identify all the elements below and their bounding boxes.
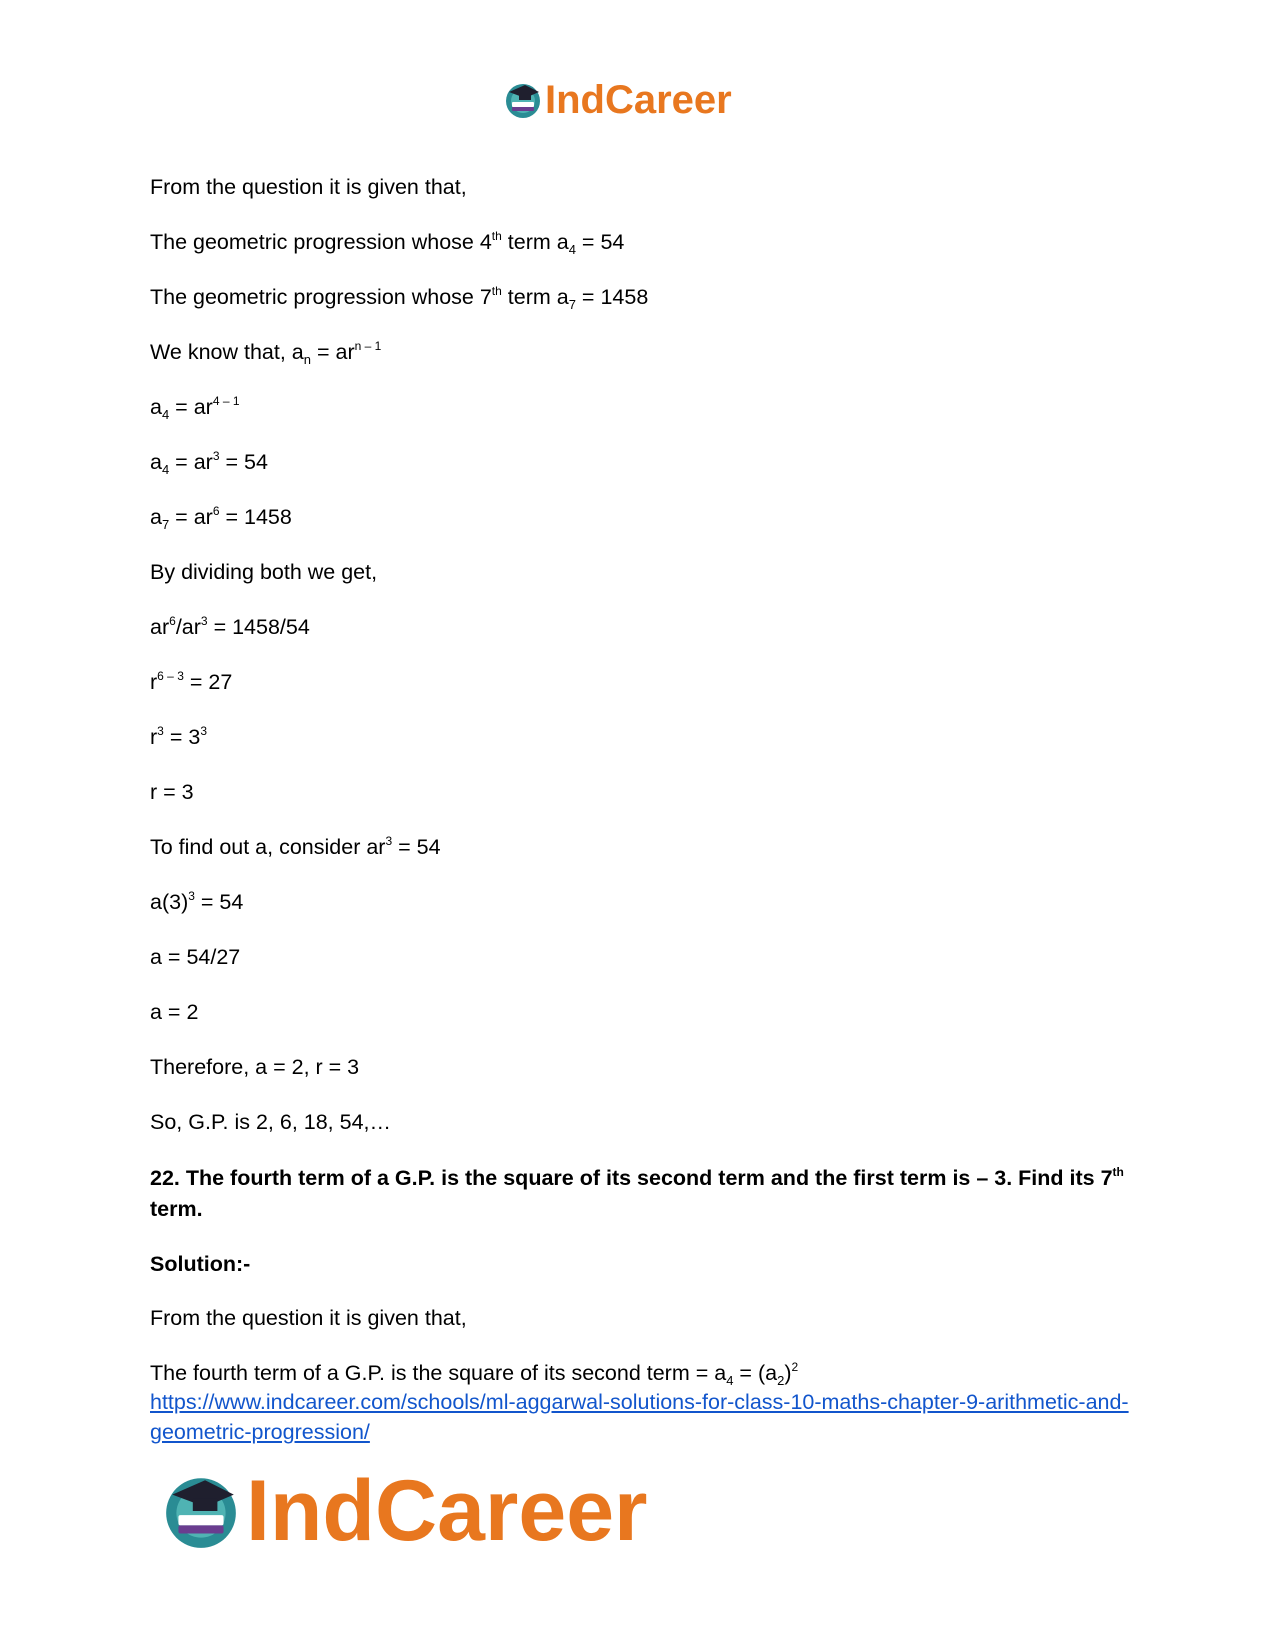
text-line: So, G.P. is 2, 6, 18, 54,… — [150, 1110, 392, 1134]
header-logo — [503, 80, 732, 120]
brand-name: IndCareer — [545, 78, 732, 122]
graduation-globe-icon — [503, 80, 543, 120]
formula-line: $a(3)^3 = 54$ — [150, 889, 244, 914]
formula-line: $a_4 = ar^{4 - 1}$ — [150, 394, 240, 422]
text-line: The fourth term of a G.P. is the square of its second term = $a_4 = (a_2)^2$ — [150, 1360, 799, 1388]
formula-line: a = 54/27 — [150, 945, 241, 969]
source-link[interactable]: https://www.indcareer.com/schools/ml-aggarwal-solutions-for-class-10-maths-chapter-9-arithmetic-and-geometric-progression/ — [150, 1390, 1129, 1444]
text-line: From the question it is given that, — [150, 175, 467, 199]
footer-logo — [160, 1463, 648, 1559]
graduation-globe-icon — [160, 1470, 242, 1552]
text-line: The geometric progression whose 4th term $a_4 = 54$ — [150, 229, 625, 257]
question-heading: 22. The fourth term of a G.P. is the square of its second term and the first term is – 3. Find its 7th term. — [150, 1165, 1124, 1221]
formula-line: $r^{6 - 3} = 27$ — [150, 669, 233, 694]
document-body — [150, 173, 1130, 1447]
text-line: To find out a, consider $ar^3 = 54$ — [150, 834, 441, 859]
formula-line: We know that, $a_n = ar^{n - 1}$ — [150, 339, 382, 367]
formula-line: a = 2 — [150, 1000, 199, 1024]
text-line: From the question it is given that, — [150, 1306, 467, 1330]
text-line: By dividing both we get, — [150, 560, 378, 584]
formula-line: $r^3 = 3^3$ — [150, 724, 208, 749]
formula-line: $a_7 = ar^6 = 1458$ — [150, 504, 292, 532]
brand-name: IndCareer — [246, 1463, 648, 1559]
formula-line: $ar^6/ar^3 = 1458/54$ — [150, 614, 310, 639]
formula-line: r = 3 — [150, 780, 194, 804]
formula-line: $a_4 = ar^3 = 54$ — [150, 449, 268, 477]
text-line: Therefore, a = 2, r = 3 — [150, 1055, 360, 1079]
solution-heading: Solution:- — [150, 1252, 251, 1276]
text-line: The geometric progression whose 7th term $a_7 = 1458$ — [150, 284, 649, 312]
